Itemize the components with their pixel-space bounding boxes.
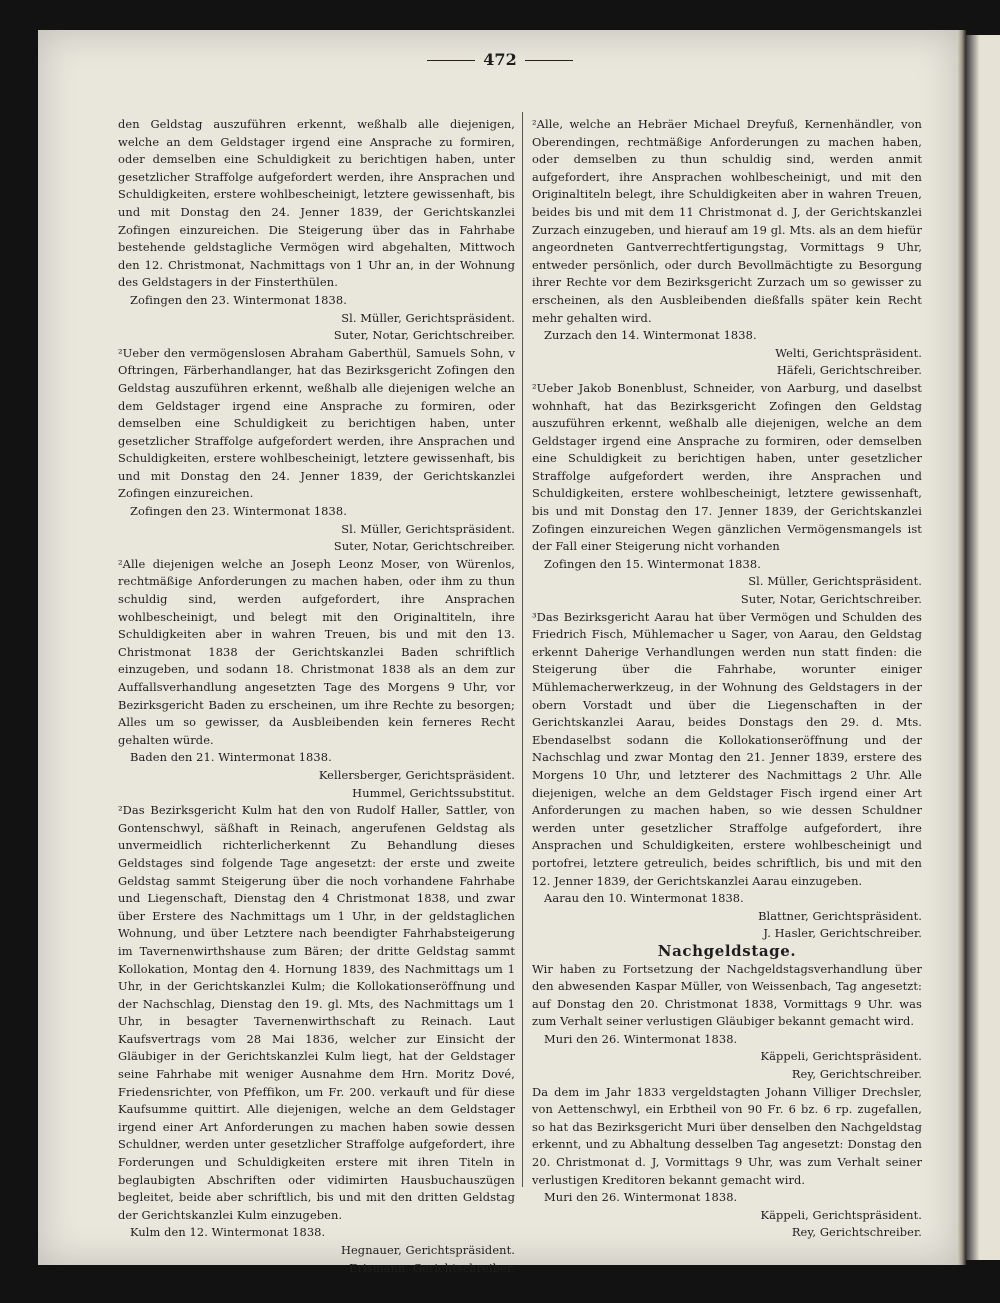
signature-line: Sl. Müller, Gerichtspräsident.	[341, 521, 515, 536]
signature-line: Hummel, Gerichtssubstitut.	[352, 785, 515, 800]
signature-line: Welti, Gerichtspräsident.	[775, 345, 922, 360]
signature-line: Erismann, Gerichtschreiber.	[349, 1260, 515, 1275]
notice-paragraph: ²Alle, welche an Hebräer Michael Dreyfuß, Kernenhändler, von Oberendingen, rechtmäßige Anforderungen zu machen haben, oder demselben zu thun schuldig sind, werden anmit aufgefordert, ihre Ansprachen wohlbescheinigt, und mit den Originaltiteln belegt, ihre Schuldigkeiten aber in wahren Treuen, beides bis und mit dem 11 Christmonat d. J, der Gerichtskanzlei Zurzach einzugeben, und hierauf am 19 gl. Mts. als an dem hiefür angeordneten Gantverrechtfertigungstag, Vormittags 9 Uhr, entweder persönlich, oder durch Bevollmächtigte zu Besorgung ihrer Rechte vor dem Bezirksgericht Zurzach um so gewisser zu erscheinen, als den Ausbleibenden dießfalls später kein Recht mehr gehalten wird.	[532, 117, 922, 325]
book-spine	[958, 30, 966, 1265]
header-rule-left	[427, 60, 475, 61]
signature-line: Kellersberger, Gerichtspräsident.	[318, 767, 515, 782]
dateline: Muri den 26. Wintermonat 1838.	[544, 1031, 738, 1046]
signature-line: Rey, Gerichtschreiber.	[791, 1067, 922, 1082]
notice-paragraph: ²Das Bezirksgericht Kulm hat den von Rudolf Haller, Sattler, von Gontenschwyl, säßhaft in Reinach, angerufenen Geldstag als unvermeidlich richterlicherkennt Zu Behandlung dieses Geldstages sind folgende Tage angesetzt: der erste und zweite Geldstag sammt Steigerung über die noch vorhandene Fahrhabe und Liegenschaft, Dienstag den 4 Christmonat 1838, und zwar über Erstere des Nachmittags um 1 Uhr, in der geldstaglichen Wohnung, und über Letztere nach beendigter Fahrhabsteigerung im Tavernenwirthshause zum Bären; der dritte Geldstag sammt Kollokation, Montag den 4. Hornung 1839, des Nachmittags um 1 Uhr, in der Gerichtskanzlei Kulm; die Kollokationseröffnung und der Nachschlag, Dienstag den 19. gl. Mts, des Nachmittags um 1 Uhr, in besagter Tavernenwirthschaft zu Reinach. Laut Kaufsvertrags vom 28 Mai 1836, welcher zur Einsicht der Gläubiger in der Gerichtskanzlei Kulm liegt, hat der Geldstager seine Fahrhabe mit weniger Ausnahme dem Hrn. Moritz Dové, Friedensrichter, von Pfeffikon, um Fr. 200. verkauft und für diese Kaufsumme quittirt. Alle diejenigen, welche an dem Geldstager irgend einer Art Anforderungen zu machen haben sowie dessen Schuldner, werden unter gesetzlicher Straffolge aufgefordert, ihre Forderungen und Schuldigkeiten erstere mit ihren Titeln in beglaubigten Abschriften oder vidimirten Hausbuchauszügen begleitet, beide aber schriftlich, bis und mit den dritten Geldstag der Gerichtskanzlei Kulm einzugeben.	[118, 803, 515, 1222]
signature-line: Suter, Notar, Gerichtschreiber.	[333, 539, 515, 554]
header-rule-right	[525, 60, 573, 61]
dateline: Muri den 26. Wintermonat 1838.	[544, 1190, 738, 1205]
signature-line: Rey, Gerichtschreiber.	[791, 1225, 922, 1240]
notice-paragraph: Da dem im Jahr 1833 vergeldstagten Johann Villiger Drechsler, von Aettenschwyl, ein Erbtheil von 90 Fr. 6 bz. 6 rp. zugefallen, so hat das Bezirksgericht Muri über denselben den Nachgeldstag erkennt, und zu Abhaltung desselben Tag angesetzt: Donstag den 20. Christmonat d. J, Vormittags 9 Uhr, was zum Verhalt seiner verlustigen Kreditoren bekannt gemacht wird.	[532, 1084, 922, 1187]
signature-line: Hegnauer, Gerichtspräsident.	[340, 1243, 515, 1257]
signature-line: J. Hasler, Gerichtschreiber.	[763, 926, 922, 941]
facing-page-edge	[966, 35, 1000, 1260]
section-heading: Nachgeldstage.	[657, 941, 797, 960]
notice-paragraph: ²Alle diejenigen welche an Joseph Leonz Moser, von Würenlos, rechtmäßige Anforderungen zu machen haben, oder ihm zu thun schuldig sind, werden aufgefordert, ihre Ansprachen wohlbescheinigt, und belegt mit den Originaltiteln, ihre Schuldigkeiten aber in wahren Treuen, bis und mit den 13. Christmonat 1838 der Gerichtskanzlei Baden schriftlich einzugeben, und sodann 18. Christmonat 1838 als an dem zur Auffallsverhandlung angesetzten Tage des Morgens 9 Uhr, vor Bezirksgericht Baden zu erscheinen, um ihre Rechte zu besorgen; Alles um so gewisser, da Ausbleibenden kein ferneres Recht gehalten würde.	[118, 556, 515, 747]
signature-line: Suter, Notar, Gerichtschreiber.	[740, 592, 922, 607]
dateline: Zofingen den 23. Wintermonat 1838.	[130, 504, 347, 519]
signature-line: Sl. Müller, Gerichtspräsident.	[341, 310, 515, 325]
dateline: Zurzach den 14. Wintermonat 1838.	[544, 328, 757, 343]
dateline: Kulm den 12. Wintermonat 1838.	[130, 1225, 326, 1240]
left-column	[118, 116, 515, 1277]
notice-paragraph: Wir haben zu Fortsetzung der Nachgeldstagsverhandlung über den abwesenden Kaspar Müller, von Weissenbach, Tag angesetzt: auf Donstag den 20. Christmonat 1838, Vormittags 9 Uhr. was zum Verhalt seiner verlustigen Gläubiger bekannt gemacht wird.	[532, 961, 922, 1029]
notice-paragraph: den Geldstag auszuführen erkennt, weßhalb alle diejenigen, welche an dem Geldstager irgend eine Ansprache zu formiren, oder demselben eine Schuldigkeit zu berichtigen haben, unter gesetzlicher Straffolge aufgefordert werden, ihre Ansprachen und Schuldigkeiten, erstere wohlbescheinigt, letztere gewissenhaft, bis und mit Donstag den 24. Jenner 1839, der Gerichtskanzlei Zofingen einzureichen. Die Steigerung über das in Fahrhabe bestehende geldstagliche Vermögen wird abgehalten, Mittwoch den 12. Christmonat, Nachmittags von 1 Uhr an, in der Wohnung des Geldstagers in der Finsterthülen.	[118, 117, 515, 290]
notice-paragraph: ²Ueber den vermögenslosen Abraham Gaberthül, Samuels Sohn, v Oftringen, Färberhandlanger, hat das Bezirksgericht Zofingen den Geldstag auszuführen erkennt, weßhalb alle diejenigen welche an dem Geldstager irgend eine Ansprache zu formiren, oder demselben eine Schuldigkeit zu berichtigen haben, unter gesetzlicher Straffolge aufgefordert werden, ihre Ansprachen und Schuldigkeiten, erstere wohlbescheinigt, letztere gewissenhaft, bis und mit Donstag den 24. Jenner 1839, der Gerichtskanzlei Zofingen einzureichen.	[118, 345, 515, 501]
page-number: 472	[483, 50, 517, 69]
page-number-header	[80, 50, 920, 69]
signature-line: Käppeli, Gerichtspräsident.	[760, 1049, 922, 1064]
signature-line: Häfeli, Gerichtschreiber.	[776, 363, 922, 378]
dateline: Zofingen den 15. Wintermonat 1838.	[544, 556, 761, 571]
column-divider	[522, 112, 523, 1187]
notice-paragraph: ³Das Bezirksgericht Aarau hat über Vermögen und Schulden des Friedrich Fisch, Mühlemacher u Sager, von Aarau, den Geldstag erkennt Daherige Verhandlungen werden nun statt finden: die Steigerung über die Fahrhabe, worunter einiger Mühlemacherwerkzeug, in der Wohnung des Geldstagers in der obern Vorstadt und über die Liegenschaften in der Gerichtskanzlei Aarau, beides Donstags den 29. d. Mts. Ebendaselbst sodann die Kollokationseröffnung und der Nachschlag und zwar Montag den 21. Jenner 1839, erstere des Morgens 10 Uhr, und letzterer des Nachmittags 2 Uhr. Alle diejenigen, welche an dem Geldstager Fisch irgend einer Art Anforderungen zu machen haben, so wie dessen Schuldner werden unter gesetzlicher Straffolge aufgefordert, ihre Ansprachen und Schuldigkeiten, erstere wohlbescheinigt und portofrei, letztere getreulich, beides schriftlich, bis und mit den 12. Jenner 1839, der Gerichtskanzlei Aarau einzugeben.	[532, 609, 922, 888]
notice-paragraph: ²Ueber Jakob Bonenblust, Schneider, von Aarburg, und daselbst wohnhaft, hat das Bezirksgericht Zofingen den Geldstag auszuführen erkennt, weßhalb alle diejenigen, welche an dem Geldstager irgend eine Ansprache zu formiren, oder demselben eine Schuldigkeit zu berichtigen haben, unter gesetzlicher Straffolge aufgefordert werden, ihre Ansprachen und Schuldigkeiten, erstere wohlbescheinigt, letztere gewissenhaft, bis und mit Donstag den 17. Jenner 1839, der Gerichtskanzlei Zofingen einzureichen Wegen gänzlichen Vermögensmangels ist der Fall einer Steigerung nicht vorhanden	[532, 380, 922, 554]
right-column	[532, 116, 922, 1242]
signature-line: Sl. Müller, Gerichtspräsident.	[748, 574, 922, 589]
dateline: Zofingen den 23. Wintermonat 1838.	[130, 292, 347, 307]
signature-line: Blattner, Gerichtspräsident.	[758, 908, 922, 923]
dateline: Aarau den 10. Wintermonat 1838.	[544, 891, 744, 906]
signature-line: Käppeli, Gerichtspräsident.	[760, 1207, 922, 1222]
dateline: Baden den 21. Wintermonat 1838.	[130, 750, 332, 765]
signature-line: Suter, Notar, Gerichtschreiber.	[333, 328, 515, 343]
